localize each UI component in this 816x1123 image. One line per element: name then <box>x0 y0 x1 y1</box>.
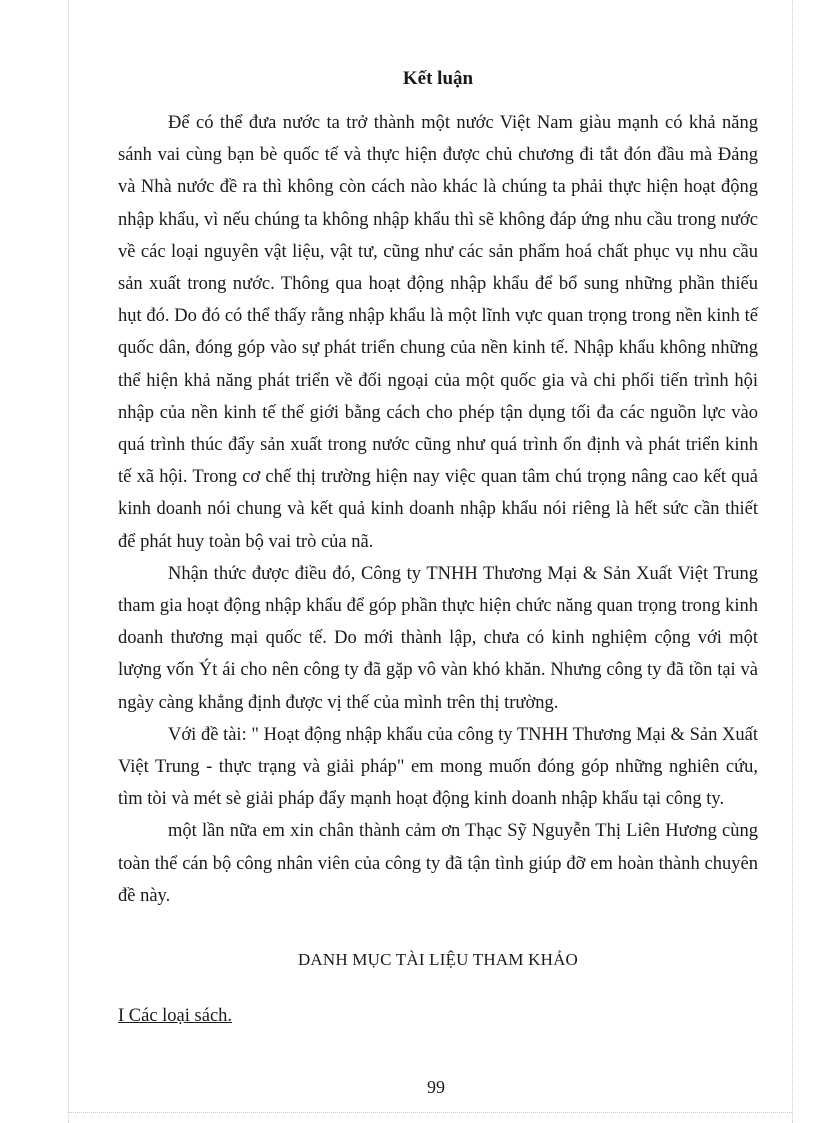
conclusion-paragraph-2: Nhận thức được điều đó, Công ty TNHH Thương Mại & Sản Xuất Việt Trung tham gia hoạt động nhập khẩu để góp phần thực hiện chức năng quan trọng trong kinh doanh thương mại quốc tế. Do mới thành lập, chưa có kinh nghiệm cộng với một lượng vốn Ýt ái cho nên công ty đã gặp vô vàn khó khăn. Nhưng công ty đã tồn tại và ngày càng khẳng định được vị thế của mình trên thị trường. <box>118 563 758 713</box>
page-frame-left-border <box>68 0 70 1123</box>
conclusion-paragraph-1: Để có thể đưa nước ta trở thành một nước Việt Nam giàu mạnh có khả năng sánh vai cùng bạn bè quốc tế và thực hiện được chủ chương đi tắt đón đầu mà Đảng và Nhà nước đề ra thì không còn cách nào khác là chúng ta phải thực hiện hoạt động nhập khẩu, vì nếu chúng ta không nhập khẩu thì sẽ không đáp ứng nhu cầu trong nước về các loại nguyên vật liệu, vật tư, cũng như các sản phẩm hoá chất phục vụ nhu cầu sản xuất trong nước. Thông qua hoạt động nhập khẩu để bổ sung những phần thiếu hụt đó. Do đó có thể thấy rằng nhập khẩu là một lĩnh vực quan trọng trong nền kinh tế quốc dân, đóng góp vào sự phát triển chung của nền kinh tế. Nhập khẩu không những thể hiện khả năng phát triển về đối ngoại của một quốc gia và chi phối tiến trình hội nhập của nền kinh tế thế giới bằng cách cho phép tận dụng tối đa các nguồn lực vào quá trình thúc đẩy sản xuất trong nước cũng như quá trình ổn định và phát triển kinh tế xã hội. Trong cơ chế thị trường hiện nay việc quan tâm chú trọng nâng cao kết quả kinh doanh nói chung và kết quả kinh doanh nhập khẩu nói riêng là hết sức cần thiết để phát huy toàn bộ vai trò của nã. <box>118 113 758 552</box>
conclusion-paragraph-4: một lần nữa em xin chân thành cảm ơn Thạc Sỹ Nguyễn Thị Liên Hương cùng toàn thể cán bộ công nhân viên của công ty đã tận tình giúp đỡ em hoàn thành chuyên đề này. <box>118 821 758 906</box>
document-page <box>118 66 758 1032</box>
page-number: 99 <box>427 1077 445 1097</box>
books-subsection-title: I Các loại sách. <box>118 1006 233 1027</box>
conclusion-heading: Kết luận <box>402 68 474 89</box>
conclusion-paragraph-3: Với đề tài: " Hoạt động nhập khẩu của công ty TNHH Thương Mại & Sản Xuất Việt Trung - thực trạng và giải pháp" em mong muốn đóng góp những nghiên cứu, tìm tòi và mét sè giải pháp đẩy mạnh hoạt động kinh doanh nhập khẩu tại công ty. <box>118 724 758 810</box>
references-title: DANH MỤC TÀI LIỆU THAM KHẢO <box>297 950 579 970</box>
page-frame-right-border <box>792 0 794 1123</box>
page-frame-bottom-border <box>68 1112 792 1114</box>
